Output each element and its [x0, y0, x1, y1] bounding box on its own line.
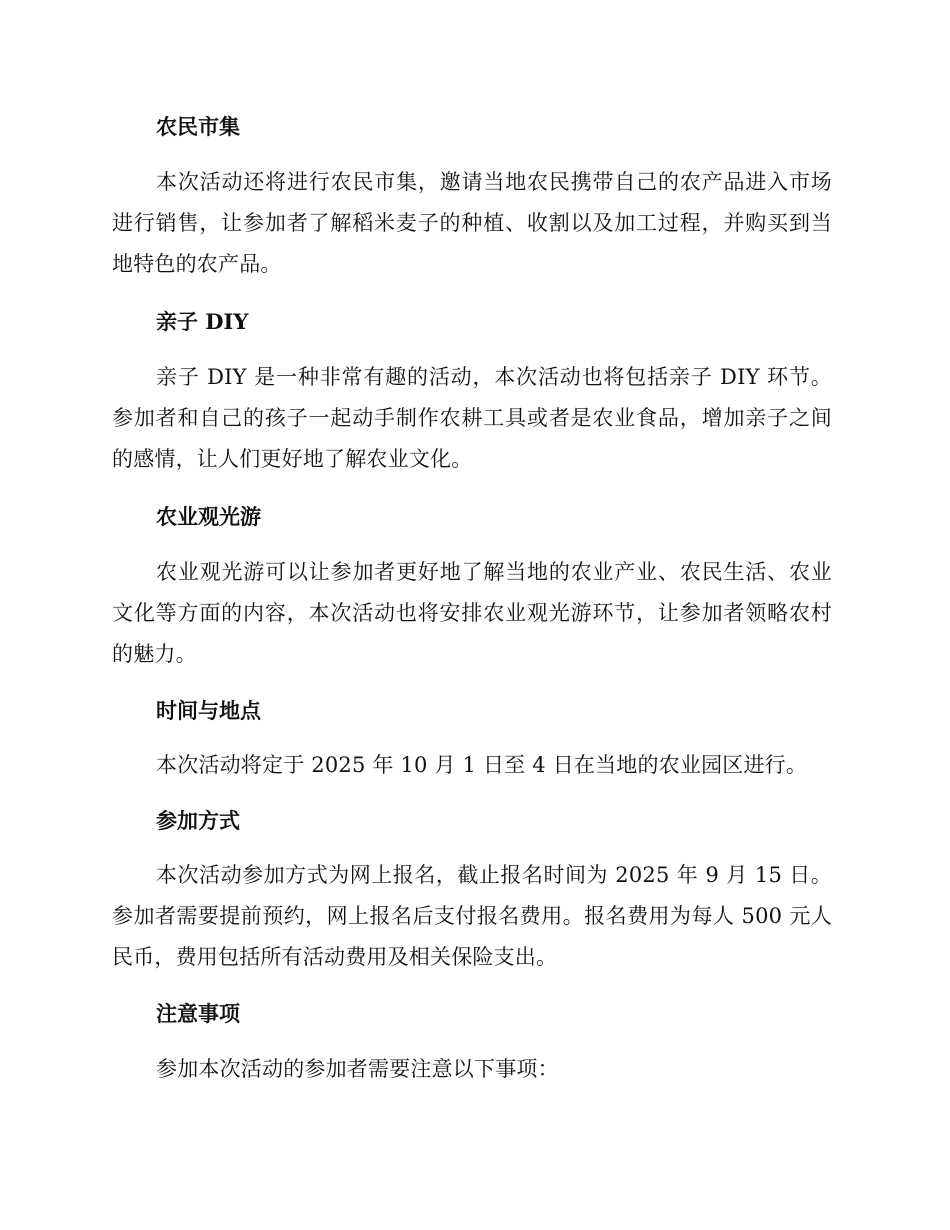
section-heading-notes: 注意事项 — [156, 1001, 240, 1026]
section-heading-time-place: 时间与地点 — [156, 698, 261, 723]
section-heading-farmers-market: 农民市集 — [156, 114, 240, 139]
section-body-agri-tourism: 农业观光游可以让参加者更好地了解当地的农业产业、农民生活、农业文化等方面的内容，本次活动也将安排农业观光游环节，让参加者领略农村的魅力。 — [112, 560, 832, 666]
section-heading-parent-child-diy: 亲子 DIY — [156, 309, 249, 334]
section-heading-registration: 参加方式 — [156, 808, 240, 833]
section-body-parent-child-diy: 亲子 DIY 是一种非常有趣的活动，本次活动也将包括亲子 DIY 环节。参加者和自己的孩子一起动手制作农耕工具或者是农业食品，增加亲子之间的感情，让人们更好地了解农业文化。 — [112, 365, 832, 471]
section-body-farmers-market: 本次活动还将进行农民市集，邀请当地农民携带自己的农产品进入市场进行销售，让参加者了解稻米麦子的种植、收割以及加工过程，并购买到当地特色的农产品。 — [112, 170, 832, 276]
section-body-time-place: 本次活动将定于 2025 年 10 月 1 日至 4 日在当地的农业园区进行。 — [156, 753, 808, 777]
section-heading-agri-tourism: 农业观光游 — [156, 504, 261, 529]
section-body-registration: 本次活动参加方式为网上报名，截止报名时间为 2025 年 9 月 15 日。参加者需要提前预约，网上报名后支付报名费用。报名费用为每人 500 元人民币，费用包括所有活动费用及相关保险支出。 — [112, 863, 832, 969]
section-body-notes: 参加本次活动的参加者需要注意以下事项： — [156, 1057, 559, 1081]
